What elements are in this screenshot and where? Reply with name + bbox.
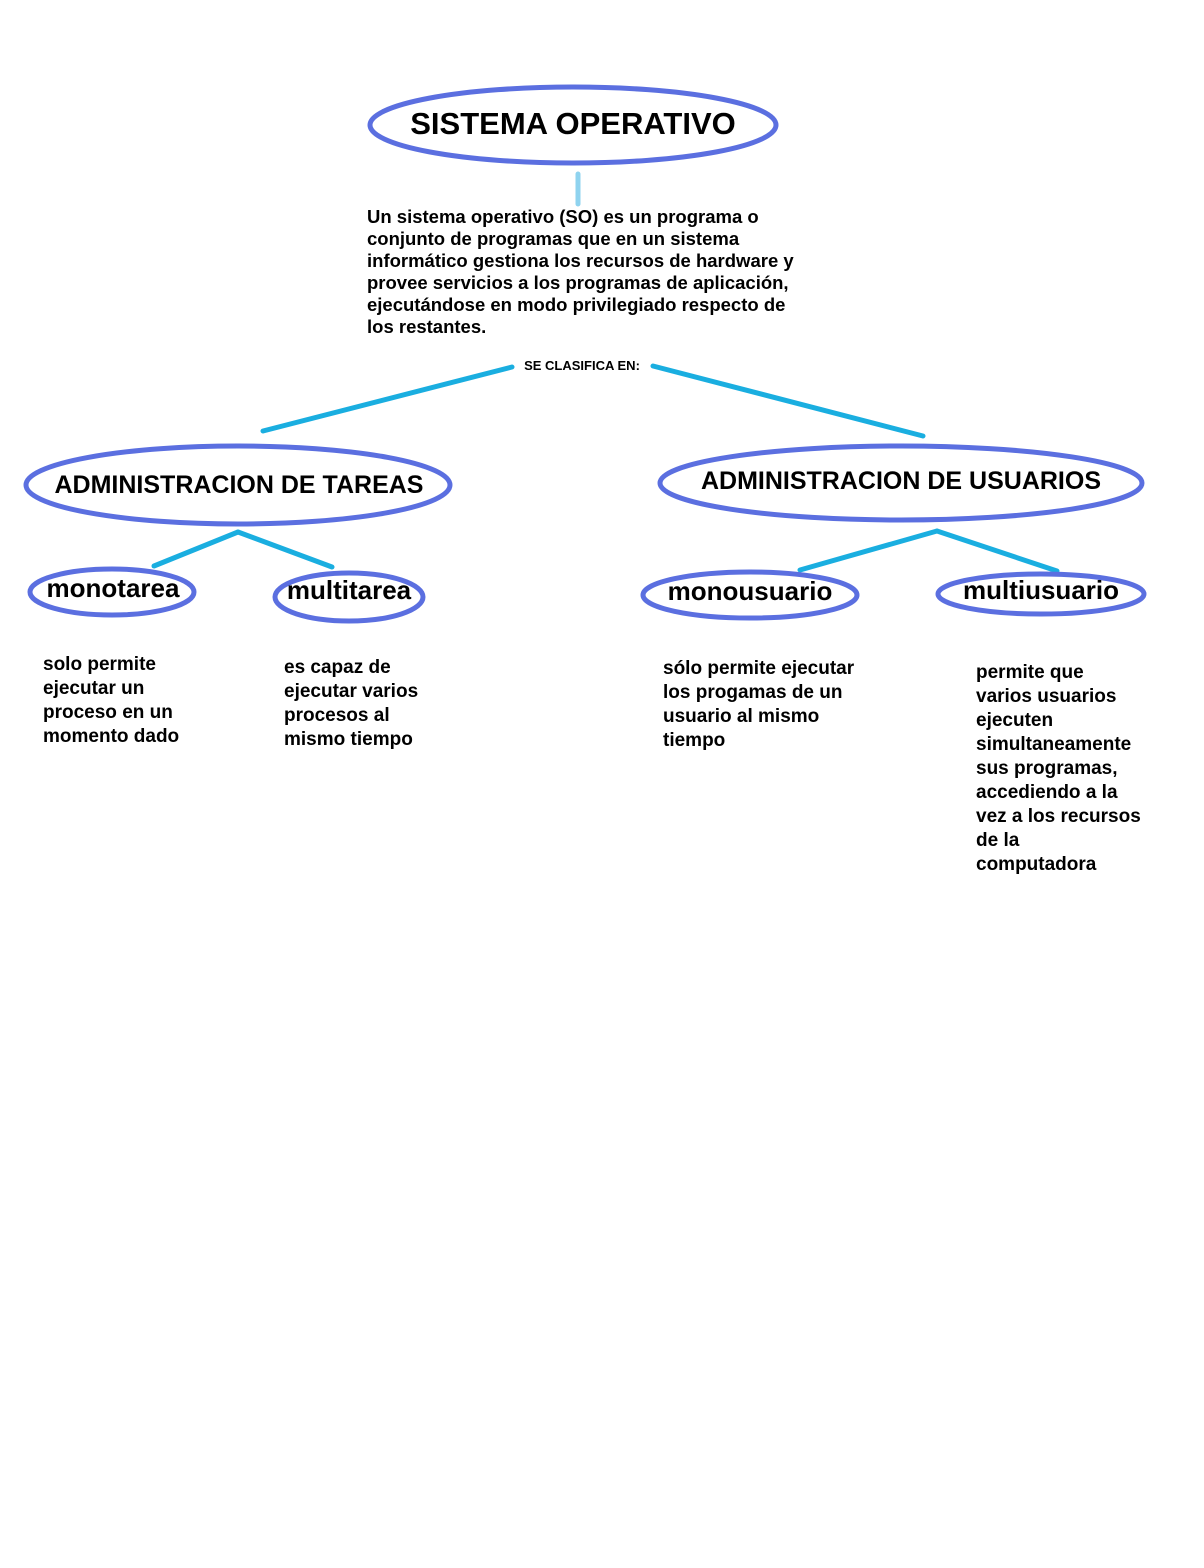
label-to-tasks-connector [263, 367, 512, 431]
multitarea-description: es capaz de ejecutar varios procesos al mismo tiempo [284, 657, 419, 750]
users-to-monousuario-connector [800, 531, 937, 570]
tasks-to-multitarea-connector [238, 532, 332, 567]
label-to-users-connector [653, 366, 923, 436]
root-title: SISTEMA OPERATIVO [410, 106, 736, 141]
users-to-multiusuario-connector [937, 531, 1057, 571]
classification-label: SE CLASIFICA EN: [524, 358, 640, 373]
monousuario-node-title: monousuario [667, 576, 833, 606]
root-description: Un sistema operativo (SO) es un programa o conjunto de programas que en un sistema informático gestiona los recursos de hardware y provee servicios a los programas de aplicación, ejecutándose en modo privilegiado respecto de los restantes. [367, 206, 794, 337]
tasks-node-title: ADMINISTRACION DE TAREAS [54, 471, 424, 499]
multitarea-node-title: multitarea [286, 575, 412, 605]
monotarea-description: solo permite ejecutar un proceso en un momento dado [43, 654, 180, 747]
users-node-title: ADMINISTRACION DE USUARIOS [700, 467, 1101, 495]
monousuario-description: sólo permite ejecutar los progamas de un usuario al mismo tiempo [663, 658, 855, 751]
multiusuario-node-title: multiusuario [962, 575, 1119, 605]
tasks-to-monotarea-connector [154, 532, 238, 566]
monotarea-node-title: monotarea [46, 573, 180, 603]
multiusuario-description: permite que varios usuarios ejecuten simultaneamente sus programas, accediendo a la vez a los recursos de la computadora [976, 662, 1141, 875]
